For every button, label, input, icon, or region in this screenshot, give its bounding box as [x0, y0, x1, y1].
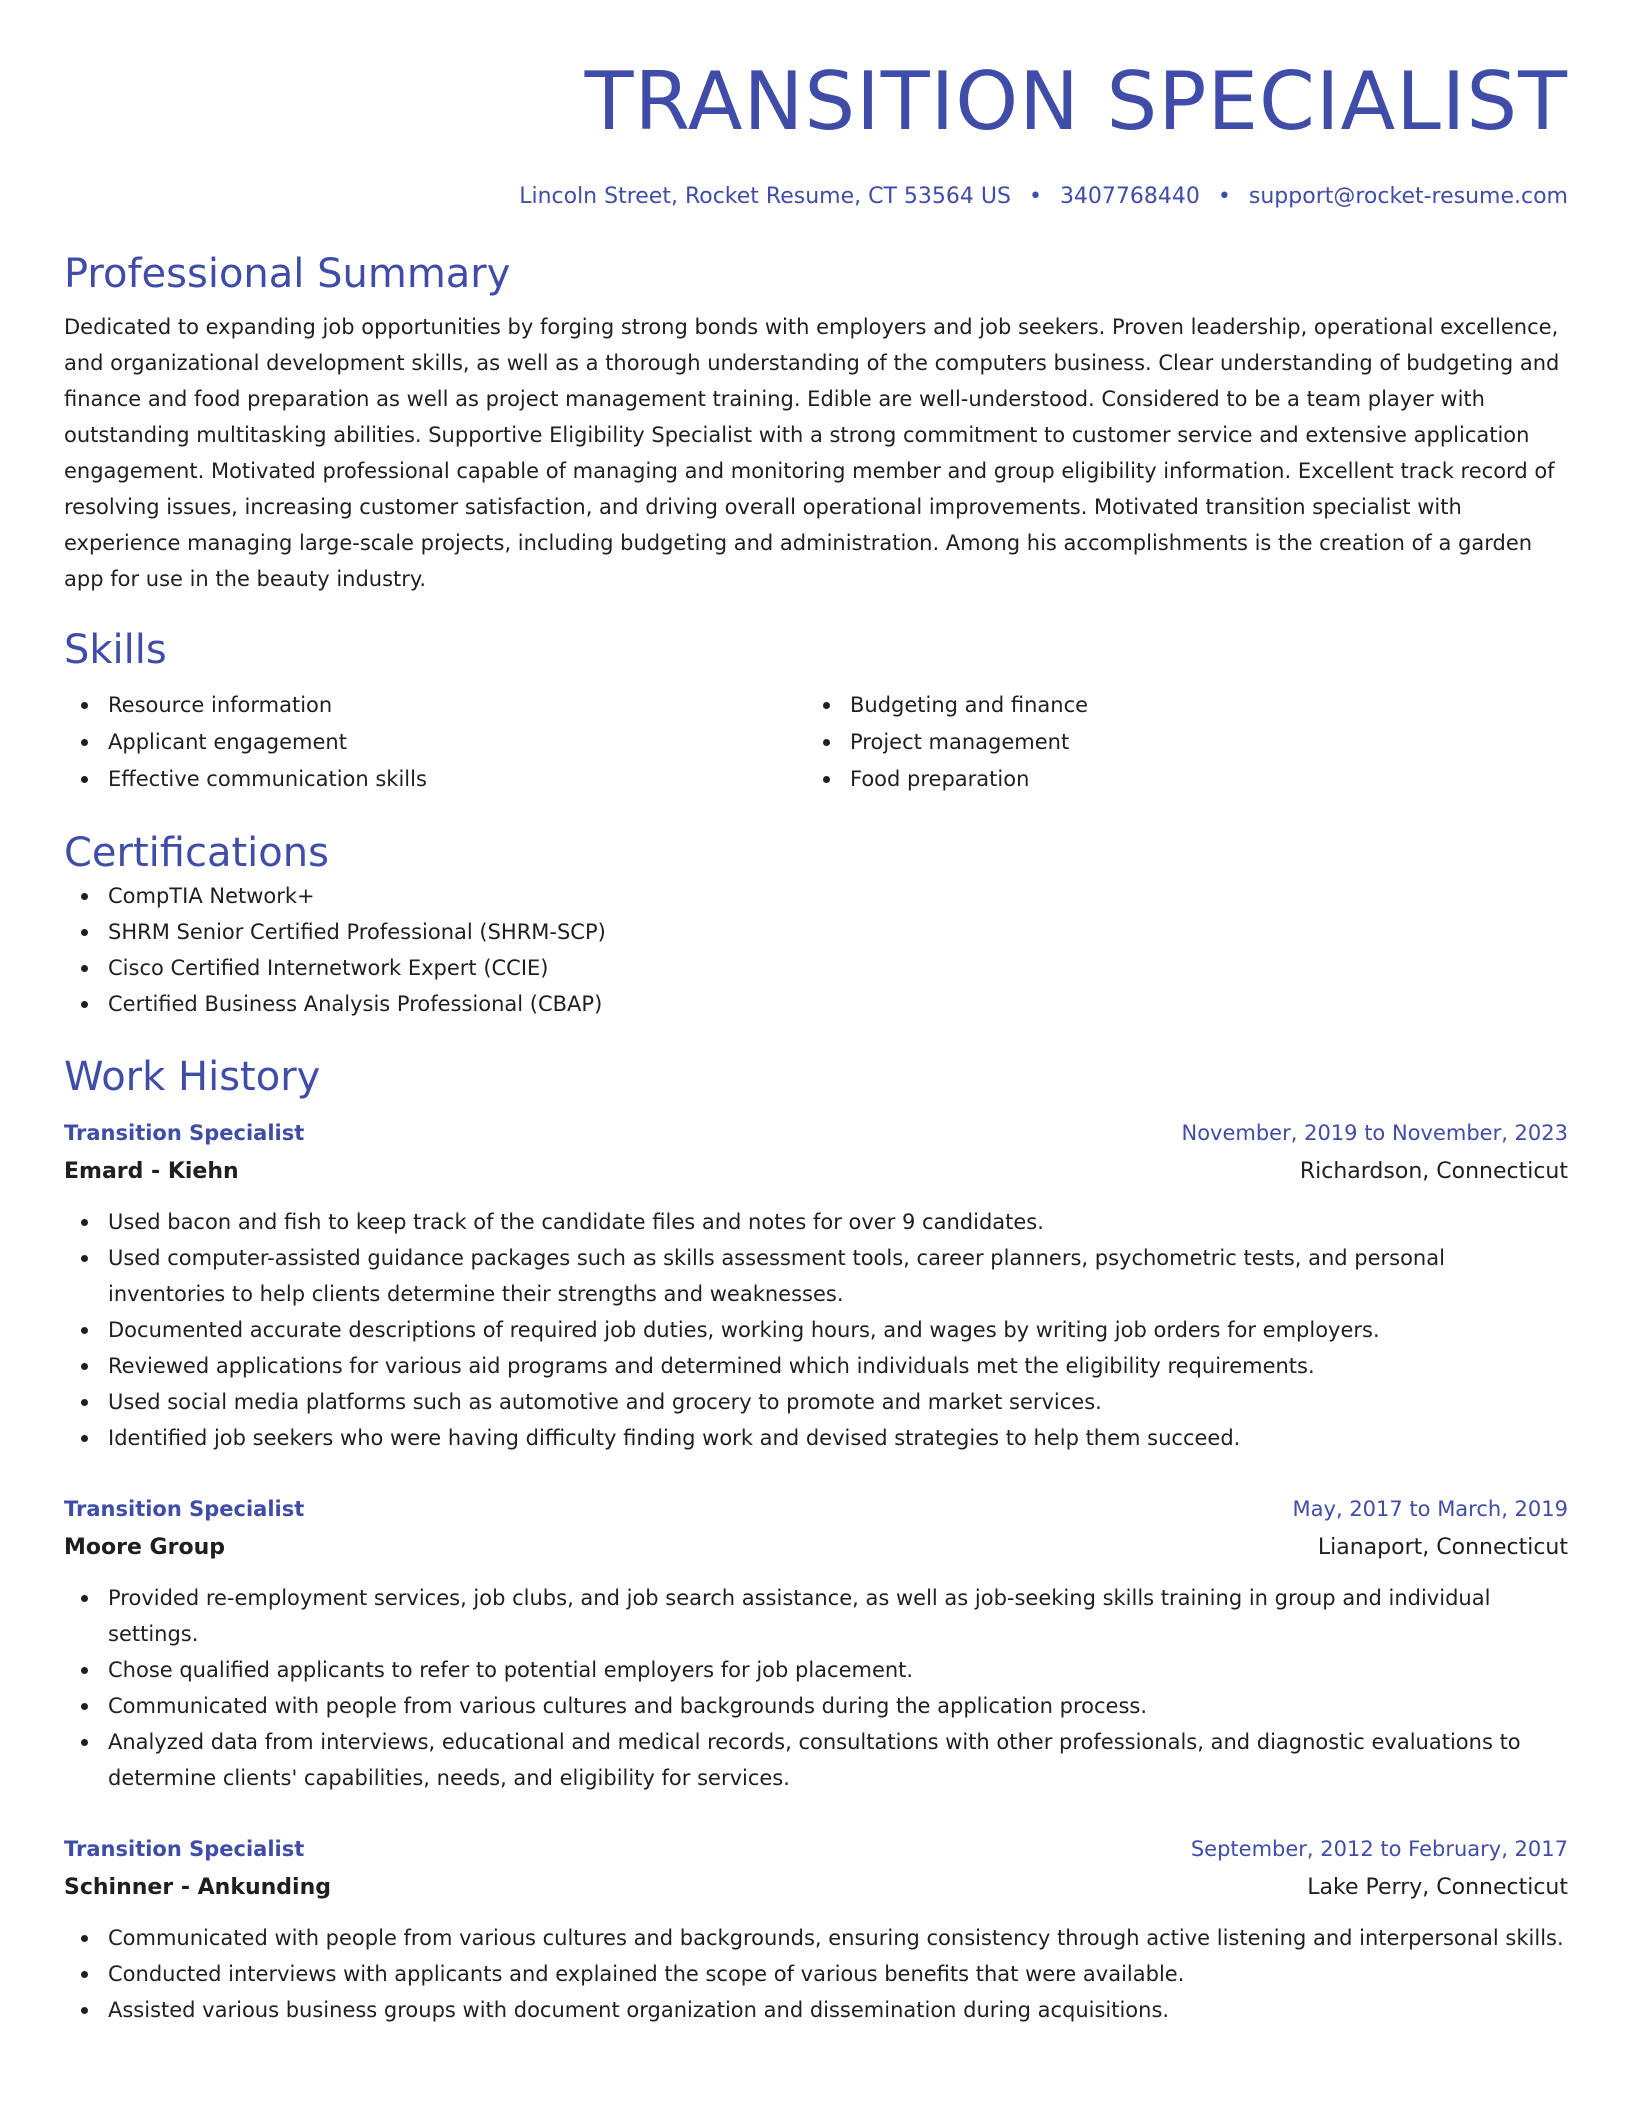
certification-item: Cisco Certified Internetwork Expert (CCIE): [64, 950, 1568, 986]
skill-item: Project management: [806, 724, 1548, 761]
skill-item: Applicant engagement: [64, 724, 806, 761]
job-duties-list: [64, 1920, 1568, 2028]
job-duty-item: Assisted various business groups with document organization and dissemination during acquisitions.: [64, 1992, 1568, 2028]
job-employer-row: [64, 1868, 1568, 1908]
job-employer-row: [64, 1528, 1568, 1568]
job-duty-item: Chose qualified applicants to refer to potential employers for job placement.: [64, 1652, 1568, 1688]
job-duties-list: [64, 1580, 1568, 1796]
job-location: Lake Perry, Connecticut: [1307, 1875, 1568, 1900]
job-duty-item: Identified job seekers who were having difficulty finding work and devised strategies to help them succeed.: [64, 1420, 1568, 1456]
job-entry: [64, 1830, 1568, 2028]
job-header-row: [64, 1490, 1568, 1528]
job-duty-item: Communicated with people from various cultures and backgrounds during the application process.: [64, 1688, 1568, 1724]
job-duty-item: Communicated with people from various cultures and backgrounds, ensuring consistency through active listening and interpersonal skills.: [64, 1920, 1568, 1956]
job-duty-item: Used social media platforms such as automotive and grocery to promote and market services.: [64, 1384, 1568, 1420]
job-entry: [64, 1114, 1568, 1456]
job-title: Transition Specialist: [64, 1837, 305, 1861]
skill-item: Food preparation: [806, 761, 1548, 798]
skill-item: Budgeting and finance: [806, 687, 1548, 724]
contact-separator: •: [1217, 184, 1231, 209]
job-company: Emard - Kiehn: [64, 1159, 239, 1184]
skill-item: Effective communication skills: [64, 761, 806, 798]
contact-separator: •: [1028, 184, 1042, 209]
skill-item: Resource information: [64, 687, 806, 724]
certification-item: CompTIA Network+: [64, 878, 1568, 914]
certifications-list: [64, 878, 1568, 1022]
contact-address: Lincoln Street, Rocket Resume, CT 53564 US: [519, 184, 1011, 209]
job-title: Transition Specialist: [64, 1497, 305, 1521]
skills-list-right: [806, 687, 1548, 798]
certification-item: Certified Business Analysis Professional (CBAP): [64, 986, 1568, 1022]
job-duty-item: Reviewed applications for various aid programs and determined which individuals met the eligibility requirements.: [64, 1348, 1568, 1384]
job-duty-item: Analyzed data from interviews, educational and medical records, consultations with other professionals, and diagnostic evaluations to determine clients' capabilities, needs, and eligibility for services.: [64, 1724, 1568, 1796]
job-duty-item: Used computer-assisted guidance packages such as skills assessment tools, career planners, psychometric tests, and personal inventories to help clients determine their strengths and weaknesses.: [64, 1240, 1568, 1312]
resume-name: TRANSITION SPECIALIST: [584, 55, 1568, 148]
section-title-summary: Professional Summary: [64, 251, 511, 297]
job-duty-item: Used bacon and fish to keep track of the candidate files and notes for over 9 candidates.: [64, 1204, 1568, 1240]
job-header-row: [64, 1830, 1568, 1868]
section-title-skills: Skills: [64, 627, 167, 673]
job-dates: November, 2019 to November, 2023: [1181, 1121, 1568, 1145]
contact-phone: 3407768440: [1059, 184, 1200, 209]
job-header-row: [64, 1114, 1568, 1152]
job-dates: May, 2017 to March, 2019: [1292, 1497, 1568, 1521]
job-location: Lianaport, Connecticut: [1317, 1535, 1568, 1560]
contact-email: support@rocket-resume.com: [1248, 184, 1568, 209]
section-title-certifications: Certifications: [64, 830, 329, 876]
skills-list-left: [64, 687, 806, 798]
summary-text: Dedicated to expanding job opportunities by forging strong bonds with employers and job seekers. Proven leadership, operational excellence, and organizational development skills, as well as a thorough understanding of the computers business. Clear understanding of budgeting and finance and food preparation as well as project management training. Edible are well-understood. Considered to be a team player with outstanding multitasking abilities. Supportive Eligibility Specialist with a strong commitment to customer service and extensive application engagement. Motivated professional capable of managing and monitoring member and group eligibility information. Excellent track record of resolving issues, increasing customer satisfaction, and driving overall operational improvements. Motivated transition specialist with experience managing large-scale projects, including budgeting and administration. Among his accomplishments is the creation of a garden app for use in the beauty industry.: [64, 315, 1560, 591]
job-duty-item: Documented accurate descriptions of required job duties, working hours, and wages by writing job orders for employers.: [64, 1312, 1568, 1348]
job-duties-list: [64, 1204, 1568, 1456]
job-duty-item: Provided re-employment services, job clubs, and job search assistance, as well as job-seeking skills training in group and individual settings.: [64, 1580, 1568, 1652]
job-company: Moore Group: [64, 1535, 225, 1560]
job-company: Schinner - Ankunding: [64, 1875, 331, 1900]
job-duty-item: Conducted interviews with applicants and explained the scope of various benefits that were available.: [64, 1956, 1568, 1992]
job-dates: September, 2012 to February, 2017: [1190, 1837, 1568, 1861]
job-location: Richardson, Connecticut: [1299, 1159, 1568, 1184]
contact-line: [64, 182, 1568, 212]
job-entry: [64, 1490, 1568, 1796]
section-title-work-history: Work History: [64, 1054, 321, 1100]
certification-item: SHRM Senior Certified Professional (SHRM-SCP): [64, 914, 1568, 950]
skills-columns: [64, 687, 1568, 798]
job-employer-row: [64, 1152, 1568, 1192]
job-title: Transition Specialist: [64, 1121, 305, 1145]
